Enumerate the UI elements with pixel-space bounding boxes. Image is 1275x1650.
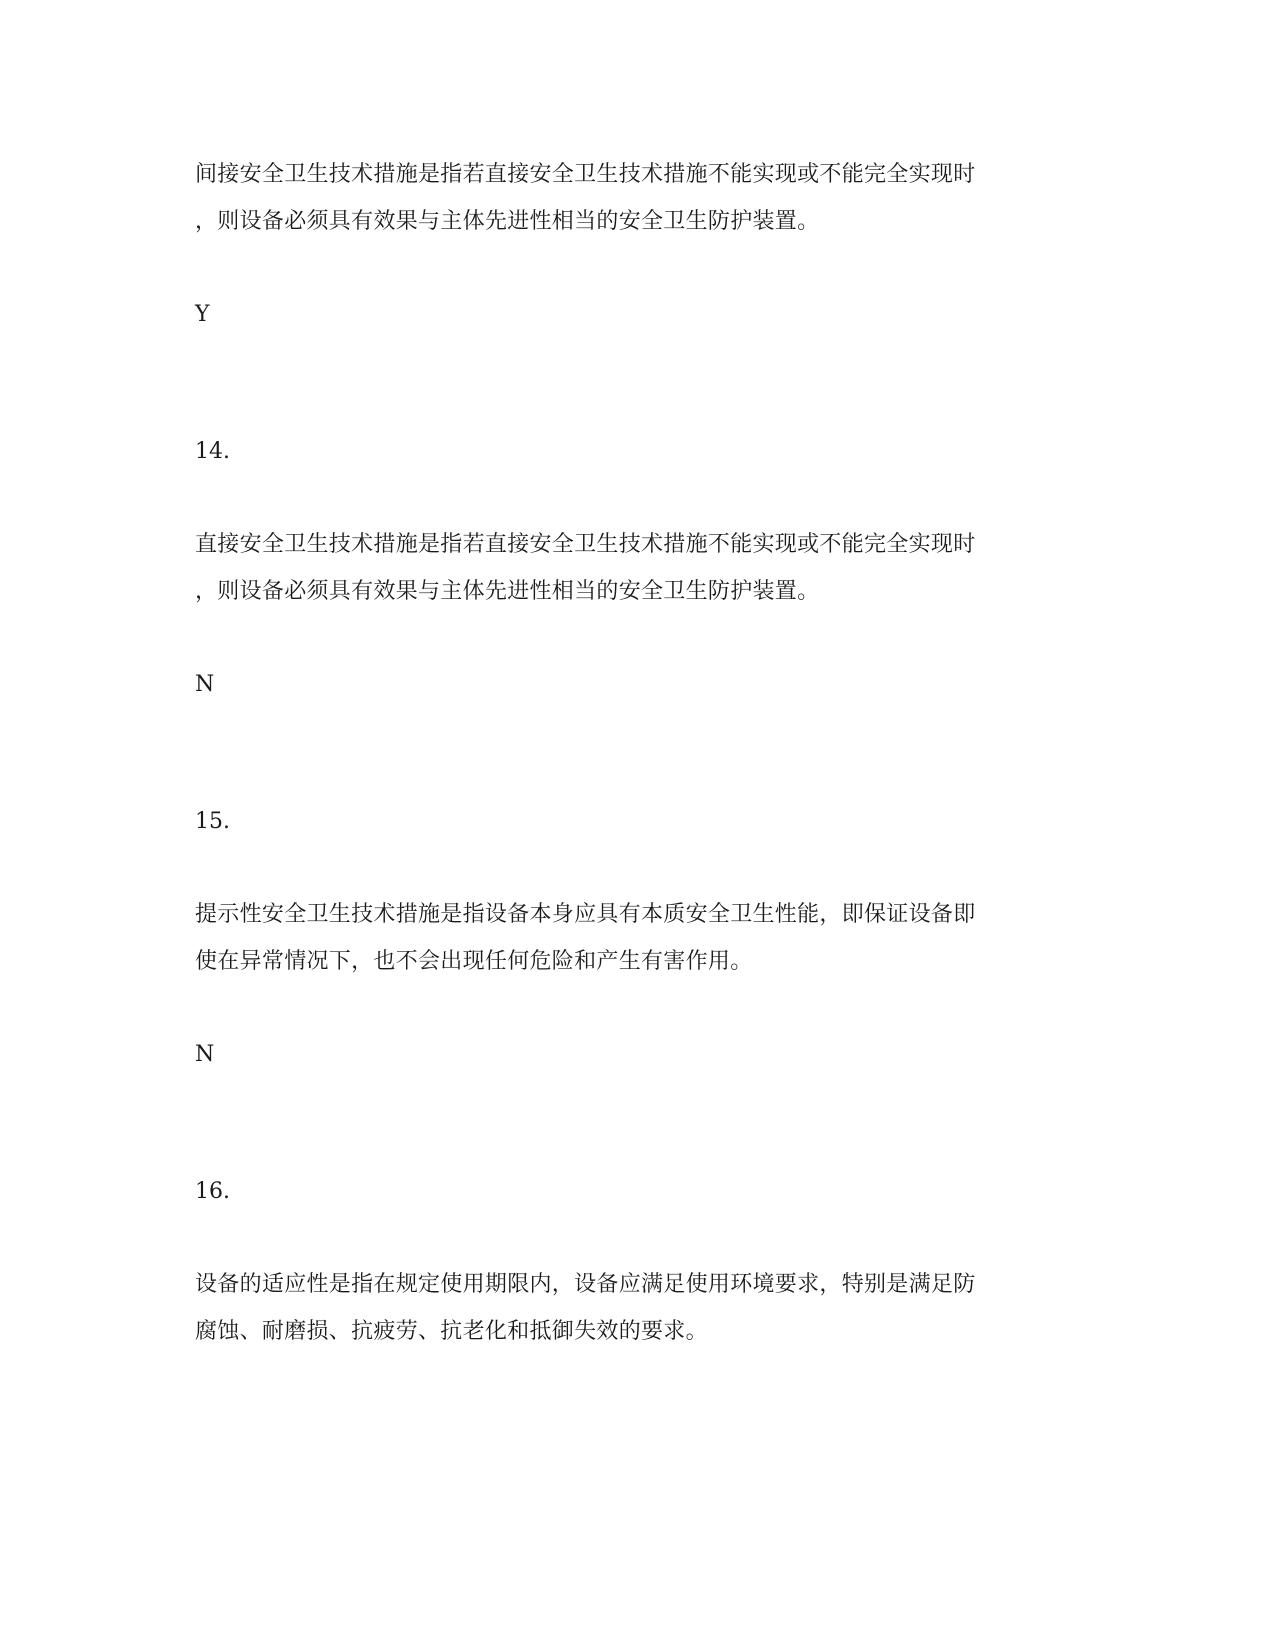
question-14-text-line-1: 直接安全卫生技术措施是指若直接安全卫生技术措施不能实现或不能完全实现时 bbox=[195, 532, 976, 557]
question-13-text-line-1: 间接安全卫生技术措施是指若直接安全卫生技术措施不能实现或不能完全实现时 bbox=[195, 162, 976, 187]
question-15-answer: N bbox=[195, 1042, 215, 1067]
question-14-text-line-2: ，则设备必须具有效果与主体先进性相当的安全卫生防护装置。 bbox=[195, 579, 820, 604]
question-13-answer: Y bbox=[195, 302, 210, 327]
question-15-text-line-1: 提示性安全卫生技术措施是指设备本身应具有本质安全卫生性能，即保证设备即 bbox=[195, 902, 976, 927]
question-14-number: 14. bbox=[195, 439, 230, 464]
question-16-number: 16. bbox=[195, 1179, 230, 1204]
question-16-text-line-2: 腐蚀、耐磨损、抗疲劳、抗老化和抵御失效的要求。 bbox=[195, 1319, 708, 1344]
question-16-text-line-1: 设备的适应性是指在规定使用期限内，设备应满足使用环境要求，特别是满足防 bbox=[195, 1272, 976, 1297]
question-14-answer: N bbox=[195, 672, 215, 697]
question-15-text-line-2: 使在异常情况下，也不会出现任何危险和产生有害作用。 bbox=[195, 949, 753, 974]
question-13-text-line-2: ，则设备必须具有效果与主体先进性相当的安全卫生防护装置。 bbox=[195, 209, 820, 234]
question-15-number: 15. bbox=[195, 809, 230, 834]
